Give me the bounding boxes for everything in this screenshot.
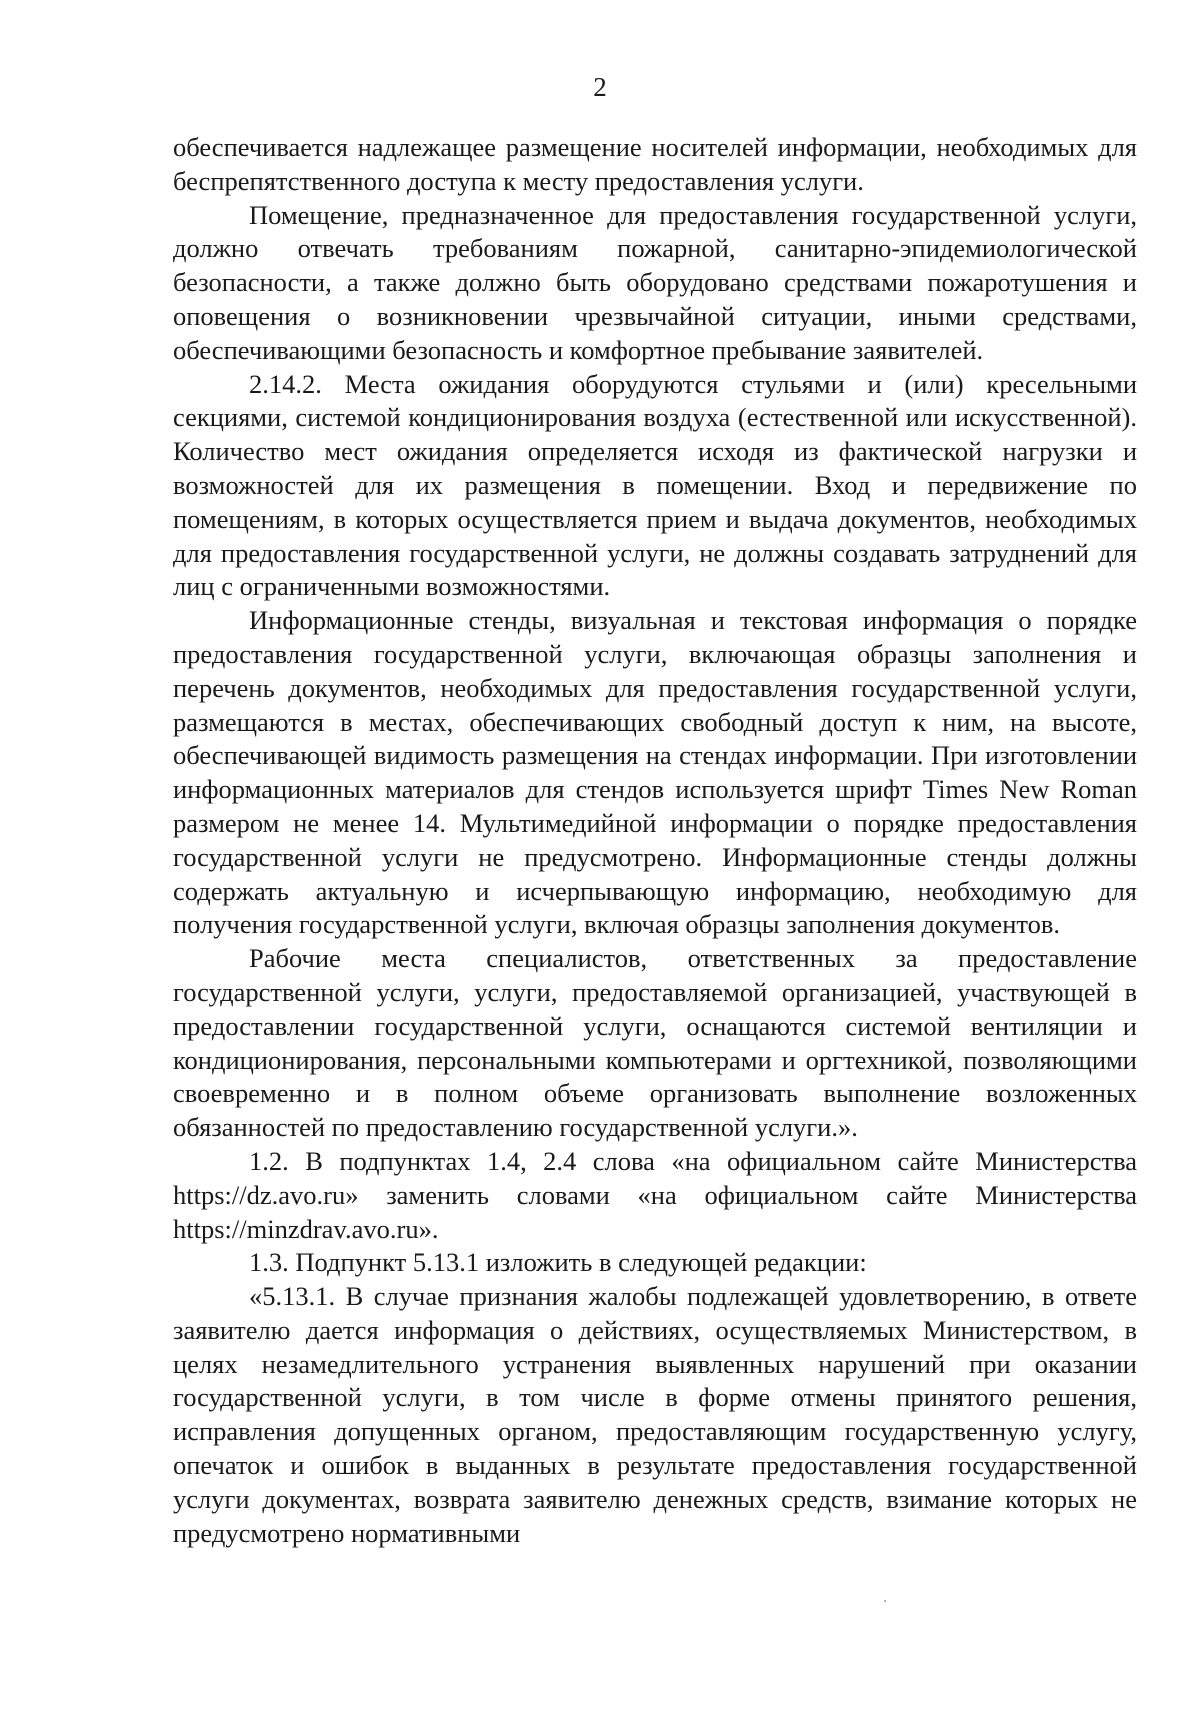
paragraph-premises-requirements: Помещение, предназначенное для предоставления государственной услуги, должно отвечать требованиям пожарной, санитарно-эпидемиологической безопасности, а также должно быть оборудовано средствами пожаротушения и оповещения о возникновении чрезвычайной ситуации, иными средствами, обеспечивающими безопасность и комфортное пребывание заявителей.	[173, 199, 1137, 365]
paragraph-2-14-2-waiting-areas: 2.14.2. Места ожидания оборудуются стульями и (или) кресельными секциями, системой кондиционирования воздуха (естественной или искусственной). Количество мест ожидания определяется исходя из фактической нагрузки и возможностей для их размещения в помещении. Вход и передвижение по помещениям, в которых осуществляется прием и выдача документов, необходимых для предоставления государственной услуги, не должны создавать затруднений для лиц с ограниченными возможностями.	[173, 368, 1137, 602]
paragraph-1-3-subclause: 1.3. Подпункт 5.13.1 изложить в следующей редакции:	[249, 1247, 867, 1278]
document-body	[173, 131, 1137, 1550]
paragraph-1-2-website-change: 1.2. В подпунктах 1.4, 2.4 слова «на официальном сайте Министерства https://dz.avo.ru» заменить словами «на официальном сайте Министерства https://minzdrav.avo.ru».	[173, 1145, 1137, 1244]
paragraph-continuation: обеспечивается надлежащее размещение носителей информации, необходимых для беспрепятственного доступа к месту предоставления услуги.	[173, 132, 1137, 196]
paragraph-information-stands: Информационные стенды, визуальная и текстовая информация о порядке предоставления государственной услуги, включающая образцы заполнения и перечень документов, необходимых для предоставления государственной услуги, размещаются в местах, обеспечивающих свободный доступ к ним, на высоте, обеспечивающей видимость размещения на стендах информации. При изготовлении информационных материалов для стендов используется шрифт Times New Roman размером не менее 14. Мультимедийной информации о порядке предоставления государственной услуги не предусмотрено. Информационные стенды должны содержать актуальную и исчерпывающую информацию, необходимую для получения государственной услуги, включая образцы заполнения документов.	[173, 605, 1137, 940]
paragraph-workplaces: Рабочие места специалистов, ответственных за предоставление государственной услуги, услуги, предоставляемой организацией, участвующей в предоставлении государственной услуги, оснащаются системой вентиляции и кондиционирования, персональными компьютерами и оргтехникой, позволяющими своевременно и в полном объеме организовать выполнение возложенных обязанностей по предоставлению государственной услуги.».	[173, 943, 1137, 1143]
page-number: 2	[593, 72, 607, 102]
paragraph-5-13-1-complaint: «5.13.1. В случае признания жалобы подлежащей удовлетворению, в ответе заявителю дается информация о действиях, осуществляемых Министерством, в целях незамедлительного устранения выявленных нарушений при оказании государственной услуги, в том числе в форме отмены принятого решения, исправления допущенных органом, предоставляющим государственную услугу, опечаток и ошибок в выданных в результате предоставления государственной услуги документах, возврата заявителю денежных средств, взимание которых не предусмотрено нормативными	[173, 1281, 1137, 1548]
scan-speck	[884, 1600, 886, 1602]
